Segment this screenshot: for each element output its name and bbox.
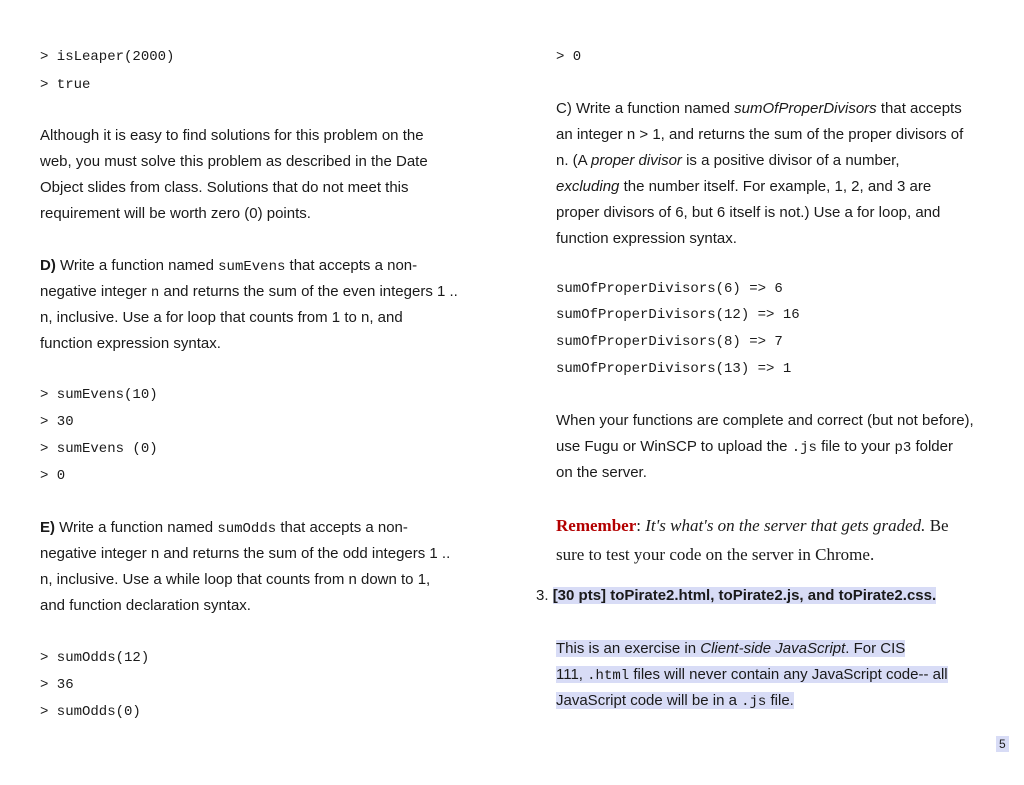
console-line: sumOfProperDivisors(12) => 16 — [556, 307, 800, 323]
text: use Fugu or WinSCP to upload the — [556, 438, 788, 455]
text: that accepts — [880, 100, 962, 117]
function-name: sumOfProperDivisors — [734, 100, 877, 117]
console-line: > 30 — [40, 414, 74, 430]
paragraph-line: When your functions are complete and correct (but not before), — [556, 412, 974, 429]
console-line: sumOfProperDivisors(6) => 6 — [556, 281, 783, 297]
paragraph-line: and function declaration syntax. — [40, 597, 251, 614]
part-label: E) — [40, 519, 55, 536]
part-c-line-4 — [556, 174, 931, 200]
text: JavaScript code will be in a — [556, 692, 737, 709]
console-line: > isLeaper(2000) — [40, 49, 175, 65]
text: is a positive divisor of a number, — [686, 152, 900, 169]
paragraph-line: sure to test your code on the server in Chrome. — [556, 545, 875, 564]
paragraph-line: n, inclusive. Use a for loop that counts from 1 to n, and — [40, 309, 403, 326]
text: the number itself. For example, 1, 2, and 3 are — [623, 178, 932, 195]
text: Write a function named — [60, 257, 214, 274]
console-line: sumOfProperDivisors(13) => 1 — [556, 361, 792, 377]
paragraph-line: Object slides from class. Solutions that do not meet this — [40, 179, 409, 196]
term: proper divisor — [591, 152, 682, 169]
text: Write a function named — [59, 519, 214, 536]
clientside-line-3 — [556, 688, 794, 715]
text: file. — [770, 692, 794, 709]
param-name: n — [150, 285, 160, 301]
console-line: > sumEvens(10) — [40, 387, 158, 403]
clientside-line-1 — [556, 636, 905, 662]
console-line: > 0 — [40, 468, 66, 484]
text: 111, — [556, 666, 583, 683]
text: n. (A — [556, 152, 587, 169]
part-d-line-1 — [40, 253, 417, 280]
term: excluding — [556, 178, 620, 195]
list-number: 3. — [536, 587, 549, 604]
text: negative integer — [40, 283, 147, 300]
part-c-line-1 — [556, 96, 962, 122]
remember-label: Remember — [556, 516, 637, 535]
highlight — [556, 640, 905, 657]
part-d-line-2 — [40, 279, 458, 306]
text: This is an exercise in — [556, 640, 697, 657]
console-line: > 36 — [40, 677, 74, 693]
page-number: 5 — [996, 736, 1009, 752]
emphasis: Client-side JavaScript — [700, 640, 846, 657]
console-line: > sumOdds(0) — [40, 704, 141, 720]
console-line: > sumOdds(12) — [40, 650, 150, 666]
text: Be — [929, 516, 949, 535]
file-ext: .html — [587, 668, 630, 684]
paragraph-line: web, you must solve this problem as described in the Date — [40, 153, 428, 170]
text: file to your — [821, 438, 891, 455]
text: C) Write a function named — [556, 100, 730, 117]
folder-name: p3 — [894, 440, 912, 456]
paragraph-line: requirement will be worth zero (0) points. — [40, 205, 311, 222]
paragraph-line: function expression syntax. — [556, 230, 737, 247]
text: and returns the sum of the even integers 1 .. — [163, 283, 458, 300]
paragraph-line: n, inclusive. Use a while loop that counts from n down to 1, — [40, 571, 431, 588]
text: files will never contain any JavaScript code-- all — [633, 666, 948, 683]
upload-line-2 — [556, 434, 953, 461]
highlight — [556, 692, 794, 709]
console-line: > 0 — [556, 49, 582, 65]
function-name: sumEvens — [218, 259, 286, 275]
function-name: sumOdds — [217, 521, 277, 537]
paragraph-line: negative integer n and returns the sum of the odd integers 1 .. — [40, 545, 451, 562]
paragraph-line: an integer n > 1, and returns the sum of the proper divisors of — [556, 126, 964, 143]
item-3-heading — [536, 583, 936, 609]
console-line: > true — [40, 77, 91, 93]
paragraph-line: Although it is easy to find solutions for this problem on the — [40, 127, 424, 144]
part-c-line-3 — [556, 148, 900, 174]
file-ext: .js — [791, 440, 817, 456]
text: : — [636, 516, 641, 535]
file-ext: .js — [741, 694, 767, 710]
text: folder — [915, 438, 953, 455]
console-line: sumOfProperDivisors(8) => 7 — [556, 334, 783, 350]
text: that accepts a non- — [280, 519, 408, 536]
text: that accepts a non- — [289, 257, 418, 274]
clientside-line-2 — [556, 662, 948, 689]
highlight — [556, 666, 948, 683]
text: . For CIS — [845, 640, 906, 657]
item-title: [30 pts] toPirate2.html, toPirate2.js, and toPirate2.css. — [552, 587, 937, 604]
paragraph-line: proper divisors of 6, but 6 itself is not.) Use a for loop, and — [556, 204, 941, 221]
emphasis: It's what's on the server that gets graded. — [645, 516, 926, 535]
console-line: > sumEvens (0) — [40, 441, 158, 457]
remember-line-1 — [556, 511, 949, 540]
part-e-line-1 — [40, 515, 408, 542]
paragraph-line: on the server. — [556, 464, 647, 481]
paragraph-line: function expression syntax. — [40, 335, 221, 352]
part-label: D) — [40, 257, 56, 274]
